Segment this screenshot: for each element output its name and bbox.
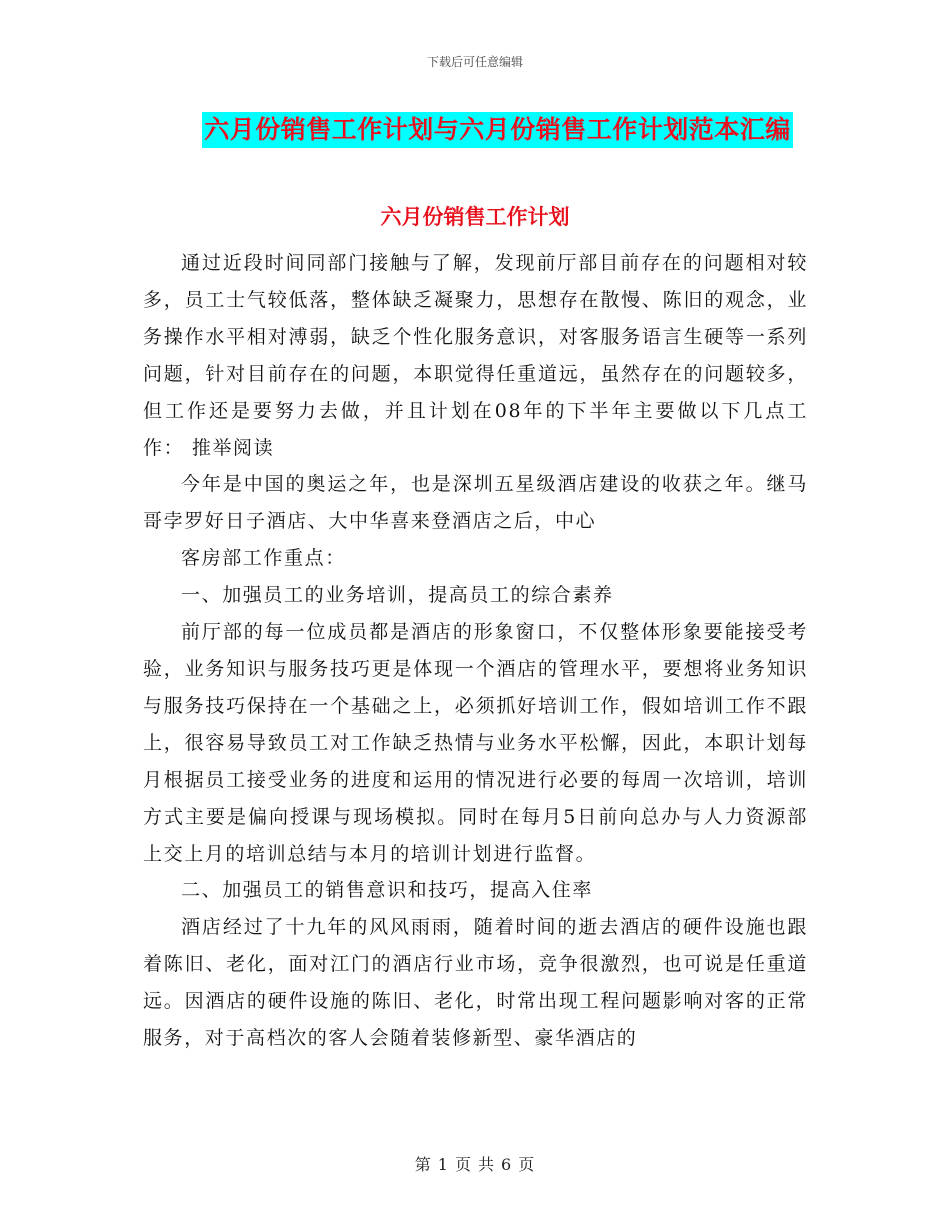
paragraph: 前厅部的每一位成员都是酒店的形象窗口，不仅整体形象要能接受考验，业务知识与服务技巧更是体现一个酒店的管理水平，要想将业务知识与服务技巧保持在一个基础之上，必须抓好培训工作，假如培训工作不跟上，很容易导致员工对工作缺乏热情与业务水平松懈，因此，本职计划每月根据员工接受业务的进度和运用的情况进行必要的每周一次培训，培训方式主要是偏向授课与现场模拟。同时在每月5日前向总办与人力资源部上交上月的培训总结与本月的培训计划进行监督。 <box>143 621 808 865</box>
footer-total-pages: 6 <box>501 1155 513 1174</box>
paragraph: 通过近段时间同部门接触与了解，发现前厅部目前存在的问题相对较多，员工士气较低落，整体缺乏凝聚力，思想存在散慢、陈旧的观念，业务操作水平相对溥弱，缺乏个性化服务意识，对客服务语言生硬等一系列问题，针对目前存在的问题，本职觉得任重道远，虽然存在的问题较多，但工作还是要努力去做，并且计划在08年的下半年主要做以下几点工作： 推举阅读 <box>143 252 808 459</box>
footer-prefix: 第 <box>414 1155 432 1174</box>
page-footer <box>0 1152 950 1175</box>
paragraph: 酒店经过了十九年的风风雨雨，随着时间的逝去酒店的硬件设施也跟着陈旧、老化，面对江门的酒店行业市场，竞争很激烈，也可说是任重道远。因酒店的硬件设施的陈旧、老化，时常出现工程问题影响对客的正常服务，对于高档次的客人会随着装修新型、豪华酒店的 <box>143 916 808 1050</box>
footer-total-word: 共 <box>478 1155 496 1174</box>
main-title-wrap <box>0 112 950 148</box>
footer-suffix: 页 <box>518 1155 536 1174</box>
paragraph: 一、加强员工的业务培训，提高员工的综合素养 <box>181 584 614 607</box>
main-title: 六月份销售工作计划与六月份销售工作计划范本汇编 <box>202 112 793 148</box>
section-title: 六月份销售工作计划 <box>380 205 570 229</box>
header-note: 下载后可任意编辑 <box>426 55 523 69</box>
paragraph: 二、加强员工的销售意识和技巧，提高入住率 <box>181 879 594 902</box>
paragraph: 今年是中国的奥运之年，也是深圳五星级酒店建设的收获之年。继马哥孛罗好日子酒店、大中华喜来登酒店之后，中心 <box>143 473 808 533</box>
footer-current-page: 1 <box>437 1155 449 1174</box>
body-text <box>143 245 808 1057</box>
footer-page-word: 页 <box>454 1155 472 1174</box>
paragraph: 客房部工作重点： <box>181 547 346 570</box>
